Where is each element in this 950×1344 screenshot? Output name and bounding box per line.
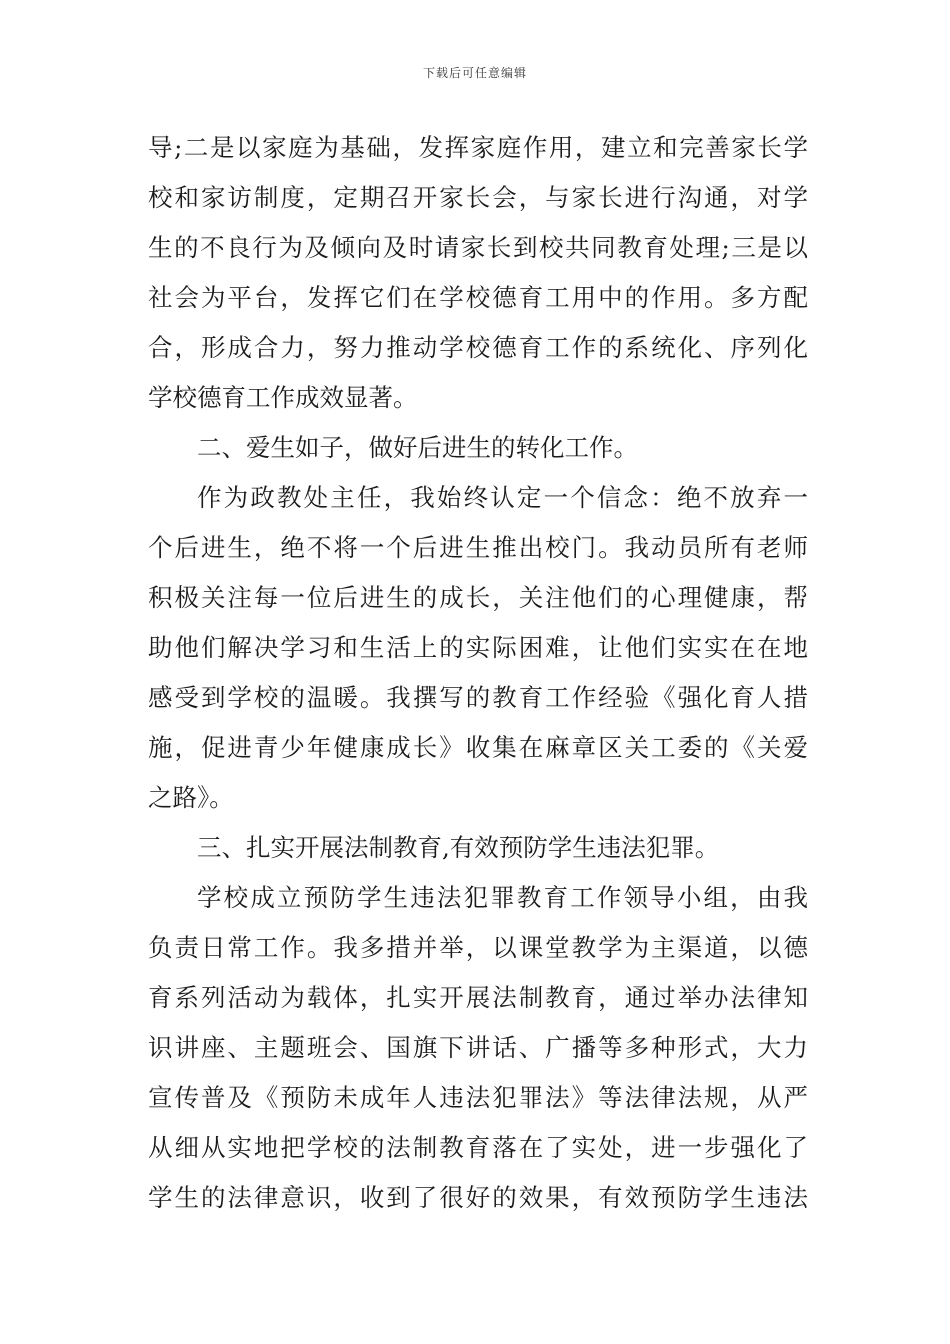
text-line-content: 宣传普及《预防未成年人违法犯罪法》等法律法规，从严 [148, 1083, 808, 1112]
text-line-content: 负责日常工作。我多措并举，以课堂教学为主渠道，以德 [148, 933, 808, 962]
text-line [0, 978, 950, 1018]
text-line [0, 1128, 950, 1168]
text-line [0, 128, 950, 168]
section-heading [0, 828, 950, 868]
text-line-content: 学校德育工作成效显著。 [148, 383, 418, 412]
text-line-content: 校和家访制度，定期召开家长会，与家长进行沟通，对学 [148, 183, 808, 212]
text-line [0, 778, 950, 818]
section-heading-text: 三、扎实开展法制教育,有效预防学生违法犯罪。 [197, 833, 720, 862]
text-line-content: 积极关注每一位后进生的成长，关注他们的心理健康，帮 [148, 583, 808, 612]
text-line-content: 助他们解决学习和生活上的实际困难，让他们实实在在地 [148, 633, 808, 662]
text-line-content: 学校成立预防学生违法犯罪教育工作领导小组，由我 [197, 883, 808, 912]
text-line [0, 328, 950, 368]
section-heading [0, 428, 950, 468]
text-line [0, 1178, 950, 1218]
text-line-content: 社会为平台，发挥它们在学校德育工用中的作用。多方配 [148, 283, 808, 312]
text-line-content: 生的不良行为及倾向及时请家长到校共同教育处理;三是以 [148, 233, 808, 262]
text-line [0, 928, 950, 968]
text-line-content: 个后进生，绝不将一个后进生推出校门。我动员所有老师 [148, 533, 808, 562]
text-line [0, 178, 950, 218]
text-line [0, 678, 950, 718]
text-line [0, 278, 950, 318]
text-line [0, 1078, 950, 1118]
text-line-content: 感受到学校的温暖。我撰写的教育工作经验《强化育人措 [148, 683, 808, 712]
text-line [0, 528, 950, 568]
section-heading-text: 二、爱生如子，做好后进生的转化工作。 [197, 433, 638, 462]
text-line-content: 识讲座、主题班会、国旗下讲话、广播等多种形式，大力 [148, 1033, 808, 1062]
text-line-content: 施，促进青少年健康成长》收集在麻章区关工委的《关爱 [148, 733, 808, 762]
page-header: 下载后可任意编辑 [422, 66, 527, 80]
text-line-content: 从细从实地把学校的法制教育落在了实处，进一步强化了 [148, 1133, 808, 1162]
text-line [0, 878, 950, 918]
text-line-content: 合，形成合力，努力推动学校德育工作的系统化、序列化 [148, 333, 808, 362]
text-line [0, 728, 950, 768]
text-line-content: 学生的法律意识，收到了很好的效果，有效预防学生违法 [148, 1183, 808, 1212]
text-line [0, 628, 950, 668]
text-line-content: 育系列活动为载体，扎实开展法制教育，通过举办法律知 [148, 983, 808, 1012]
text-line [0, 228, 950, 268]
text-line [0, 578, 950, 618]
text-line-content: 之路》。 [148, 783, 234, 812]
text-line-content: 导;二是以家庭为基础，发挥家庭作用，建立和完善家长学 [148, 133, 808, 162]
text-line [0, 1028, 950, 1068]
text-line [0, 378, 950, 418]
text-line [0, 478, 950, 518]
text-line-content: 作为政教处主任，我始终认定一个信念：绝不放弃一 [197, 483, 808, 512]
